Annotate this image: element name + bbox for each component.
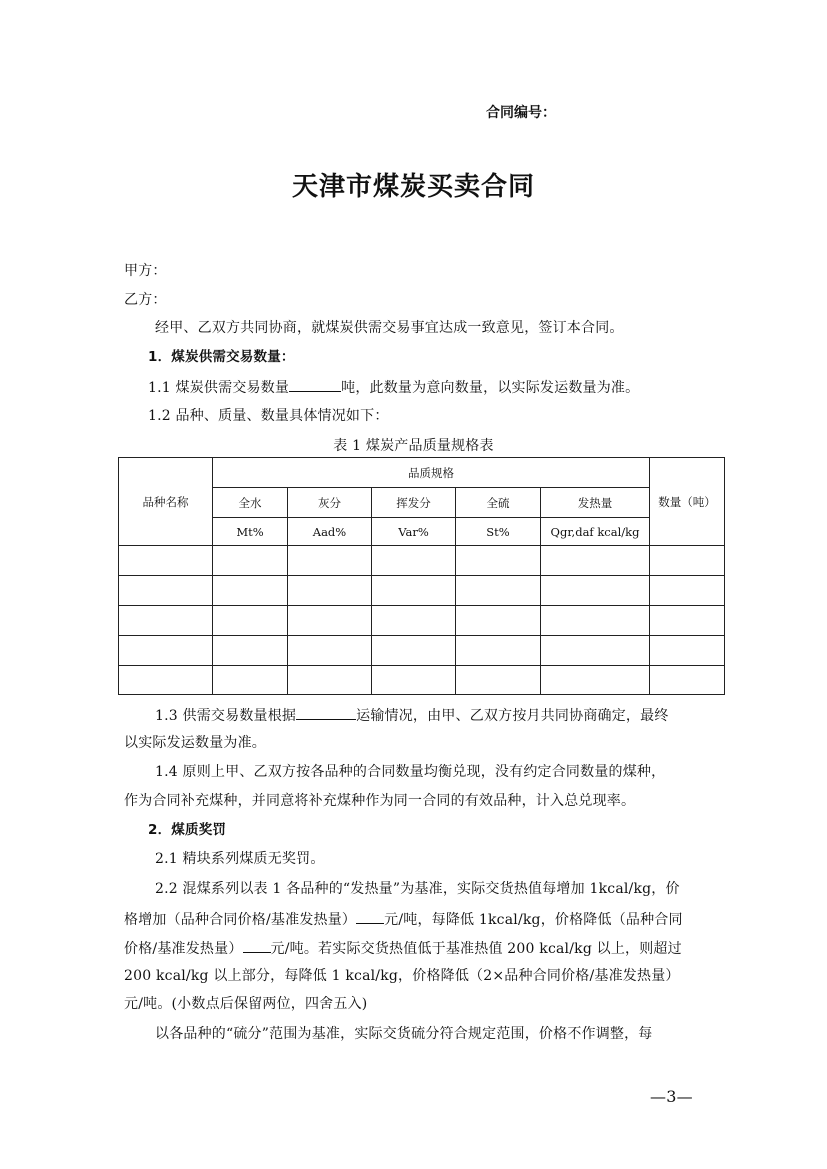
- header-variety-name: 品种名称: [119, 458, 213, 546]
- header-quantity: 数量（吨）: [650, 458, 725, 546]
- table-row: [119, 606, 725, 636]
- header-calorific-value: 发热量: [541, 488, 650, 518]
- contract-number-label: 合同编号：: [486, 105, 556, 121]
- header-ash: 灰分: [288, 488, 372, 518]
- paragraph-2-2-line3-b: 元/吨。若实际交货热值低于基准热值 200 kcal/kg 以上，则超过: [270, 941, 682, 957]
- paragraph-2-2-line2-a: 格增加（品种合同价格/基准发热量）: [124, 912, 357, 928]
- header-total-moisture: 全水: [213, 488, 288, 518]
- paragraph-1-1-text-a: 1.1 煤炭供需交易数量: [148, 380, 290, 396]
- quantity-blank: [289, 376, 341, 392]
- header-quality-spec: 品质规格: [213, 458, 650, 488]
- unit-qgr: Qgr,daf kcal/kg: [541, 518, 650, 546]
- paragraph-1-1: [148, 376, 639, 398]
- paragraph-2-2-line3: [124, 937, 682, 959]
- unit-var: Var%: [372, 518, 456, 546]
- paragraph-2-2-line5: 元/吨。(小数点后保留两位，四舍五入): [124, 996, 368, 1012]
- table-row: [119, 546, 725, 576]
- price-increase-blank: [356, 908, 384, 924]
- document-title: 天津市煤炭买卖合同: [291, 172, 535, 202]
- paragraph-1-4-line1: 1.4 原则上甲、乙双方按各品种的合同数量均衡兑现，没有约定合同数量的煤种，: [155, 764, 666, 780]
- paragraph-1-3-line2: 以实际发运数量为准。: [124, 735, 266, 751]
- paragraph-2-2-line4: 200 kcal/kg 以上部分，每降低 1 kcal/kg，价格降低（2×品种合同价格/基准发热量）: [124, 968, 680, 984]
- transport-blank: [296, 704, 356, 720]
- table-row: [119, 636, 725, 666]
- paragraph-2-1: 2.1 精块系列煤质无奖罚。: [155, 851, 325, 867]
- table-row: [119, 576, 725, 606]
- intro-paragraph: 经甲、乙双方共同协商，就煤炭供需交易事宜达成一致意见，签订本合同。: [155, 320, 624, 336]
- section-1-heading: 1．煤炭供需交易数量：: [148, 349, 295, 365]
- paragraph-1-4-line2: 作为合同补充煤种，并同意将补充煤种作为同一合同的有效品种，计入总兑现率。: [124, 793, 636, 809]
- paragraph-1-3-text-b: 运输情况，由甲、乙双方按月共同协商确定，最终: [356, 708, 669, 724]
- unit-aad: Aad%: [288, 518, 372, 546]
- paragraph-sulfur: 以各品种的“硫分”范围为基准，实际交货硫分符合规定范围，价格不作调整，每: [155, 1026, 653, 1042]
- paragraph-2-2-line2-b: 元/吨，每降低 1kcal/kg，价格降低（品种合同: [384, 912, 683, 928]
- party-b-label: 乙方：: [124, 292, 167, 308]
- paragraph-1-1-text-b: 吨，此数量为意向数量，以实际发运数量为准。: [341, 380, 640, 396]
- page-number: —3—: [650, 1087, 693, 1106]
- paragraph-2-2-line2: [124, 908, 683, 930]
- table-caption: 表 1 煤炭产品质量规格表: [333, 438, 494, 454]
- unit-mt: Mt%: [213, 518, 288, 546]
- paragraph-2-2-line1: 2.2 混煤系列以表 1 各品种的“发热量”为基准，实际交货热值每增加 1kcal/kg，价: [155, 881, 680, 897]
- table-row: [119, 666, 725, 695]
- coal-quality-spec-table: [118, 457, 725, 695]
- paragraph-1-3-line1: [155, 704, 669, 726]
- paragraph-2-2-line3-a: 价格/基准发热量）: [124, 941, 243, 957]
- paragraph-1-3-text-a: 1.3 供需交易数量根据: [155, 708, 297, 724]
- party-a-label: 甲方：: [124, 263, 167, 279]
- header-total-sulfur: 全硫: [456, 488, 541, 518]
- price-decrease-blank: [243, 937, 271, 953]
- header-volatile: 挥发分: [372, 488, 456, 518]
- section-2-heading: 2．煤质奖罚: [148, 822, 227, 838]
- unit-st: St%: [456, 518, 541, 546]
- paragraph-1-2: 1.2 品种、质量、数量具体情况如下：: [148, 408, 389, 424]
